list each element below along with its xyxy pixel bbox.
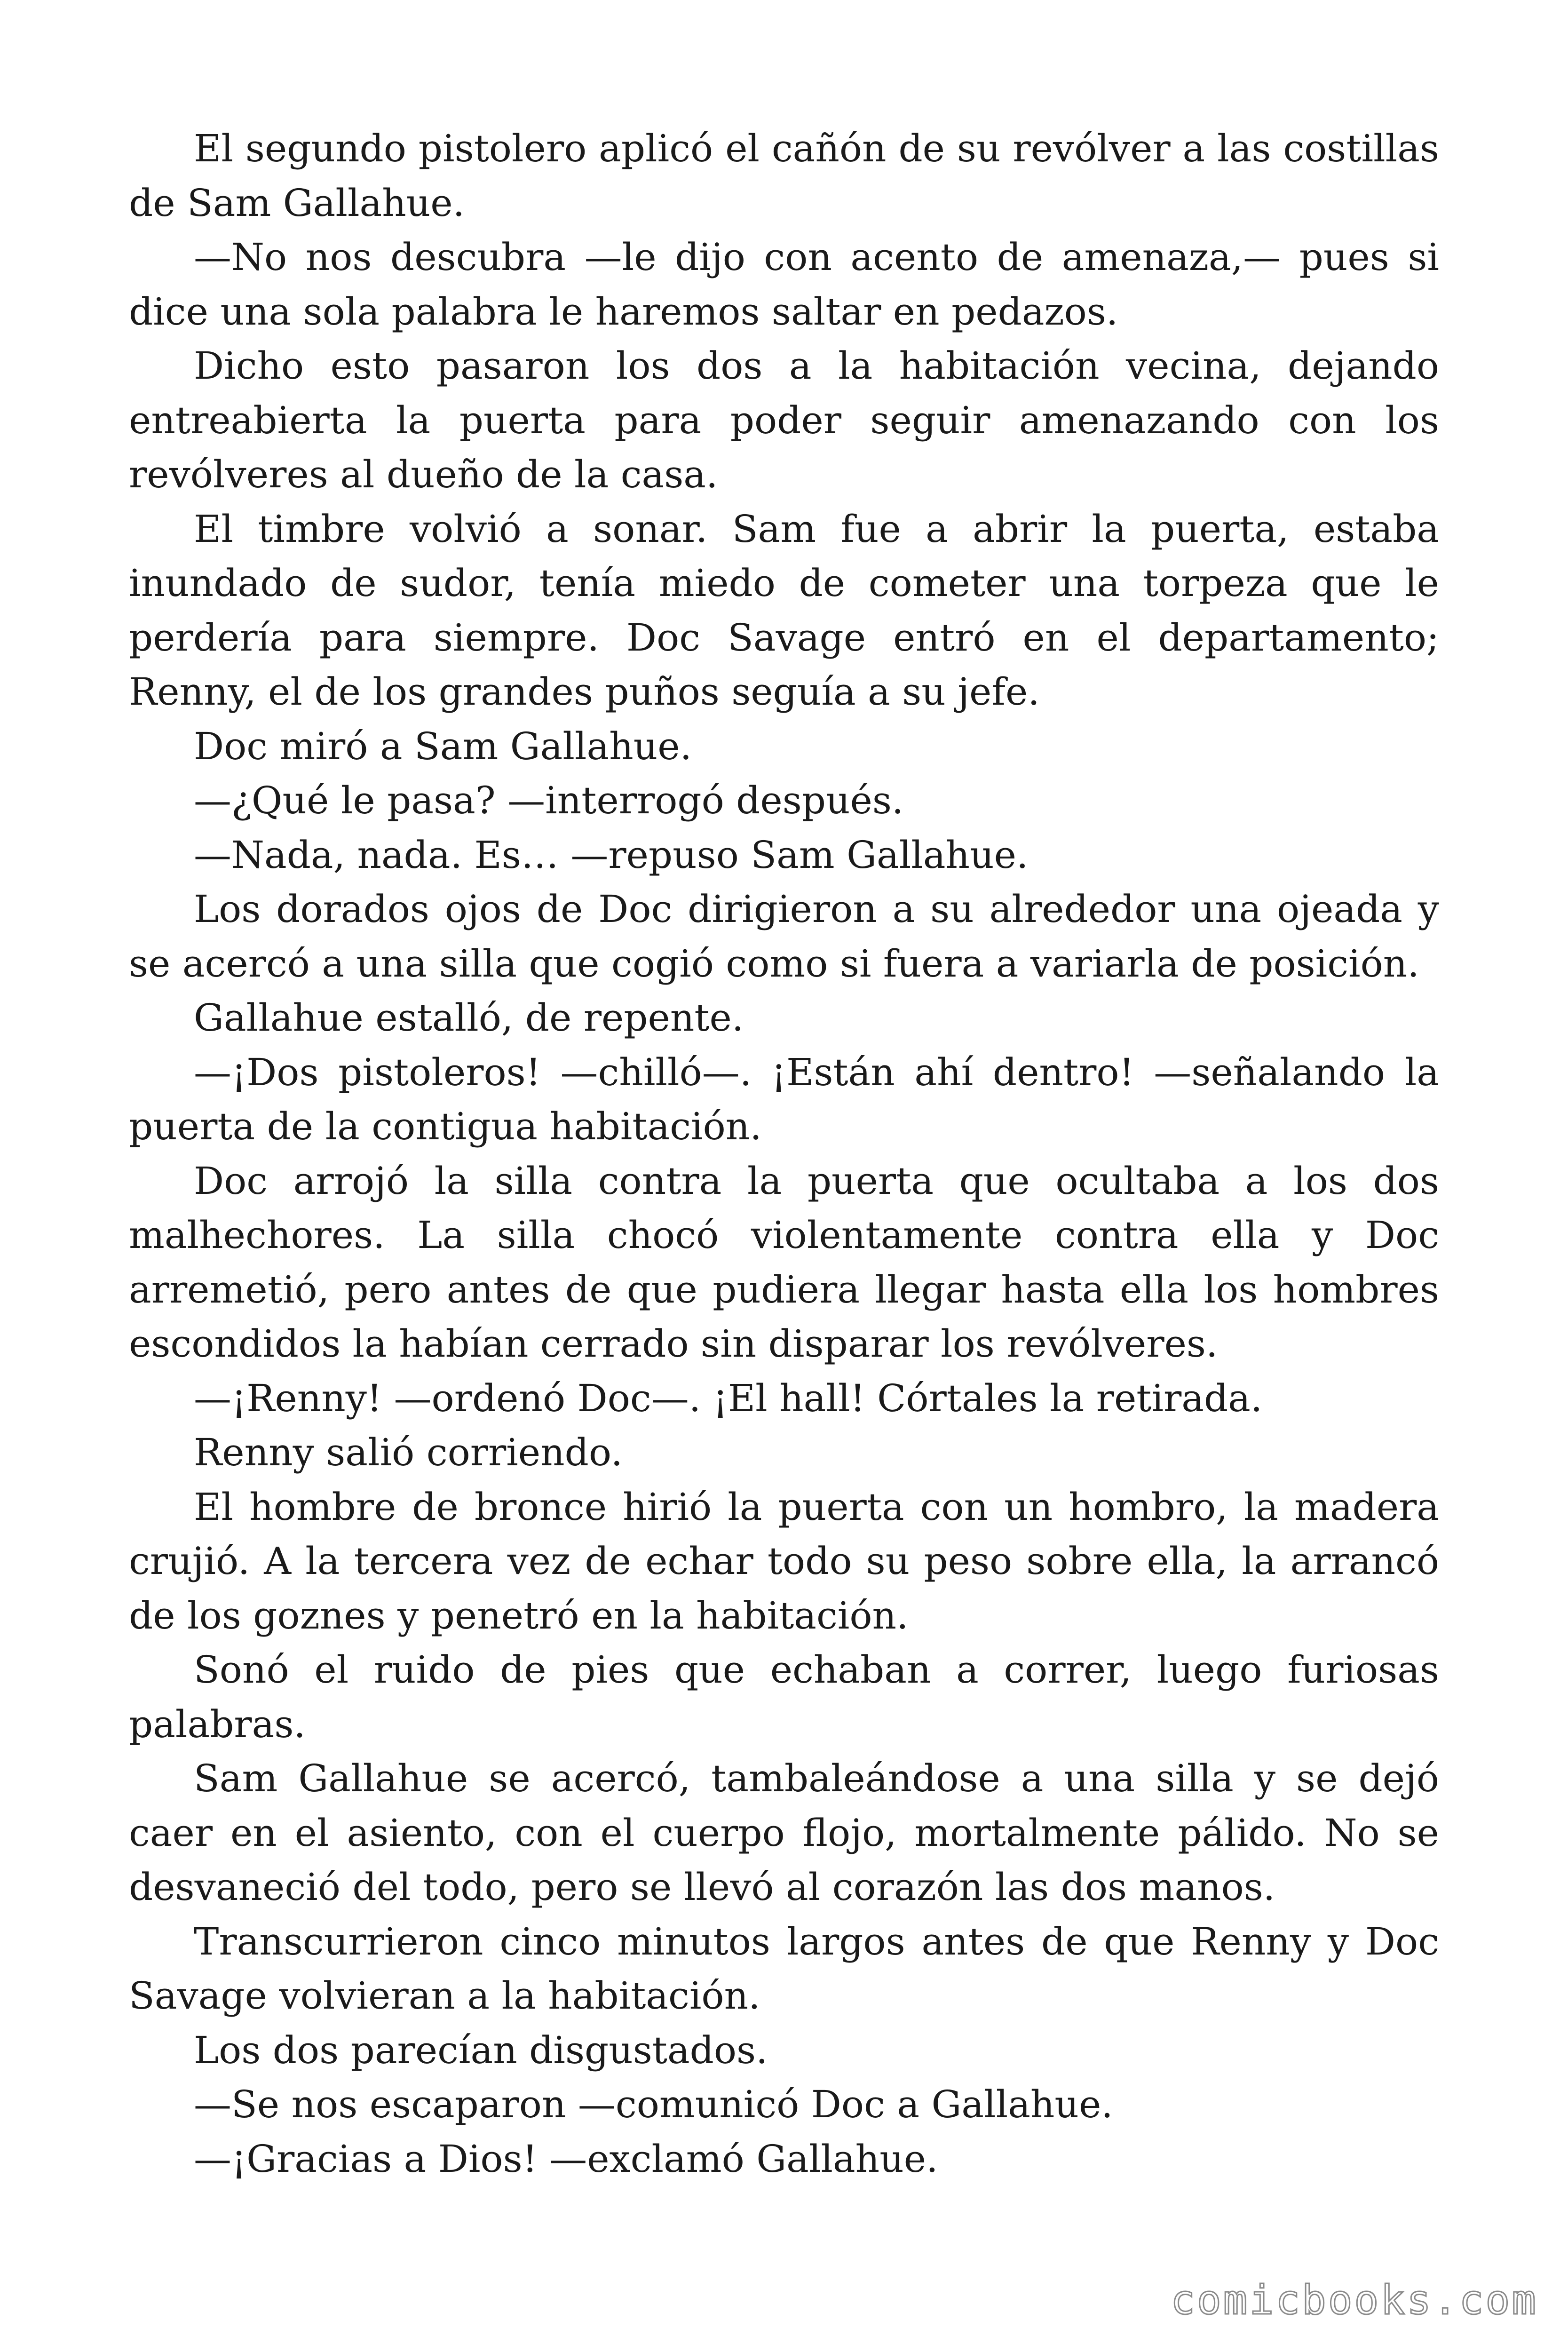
paragraph: El segundo pistolero aplicó el cañón de su revólver a las costillas de Sam Gallahue. — [129, 127, 1439, 225]
paragraph: —Se nos escaparon —comunicó Doc a Gallahue. — [194, 2082, 1113, 2126]
paragraph: Doc arrojó la silla contra la puerta que ocultaba a los dos malhechores. La silla chocó violentamente contra ella y Doc arremetió, pero antes de que pudiera llegar hasta ella los hombres escondidos la habían cerrado sin disparar los revólveres. — [129, 1159, 1439, 1366]
paragraph: —¡Gracias a Dios! —exclamó Gallahue. — [194, 2137, 938, 2181]
paragraph: El timbre volvió a sonar. Sam fue a abrir la puerta, estaba inundado de sudor, tenía miedo de cometer una torpeza que le perdería para siempre. Doc Savage entró en el departamento; Renny, el de los grandes puños seguía a su jefe. — [129, 507, 1439, 714]
paragraph: —¿Qué le pasa? —interrogó después. — [194, 779, 904, 822]
paragraph: —¡Dos pistoleros! —chilló—. ¡Están ahí dentro! —señalando la puerta de la contigua habitación. — [129, 1050, 1439, 1148]
paragraph: Doc miró a Sam Gallahue. — [194, 724, 692, 768]
paragraph: —Nada, nada. Es… —repuso Sam Gallahue. — [194, 833, 1029, 877]
paragraph: —¡Renny! —ordenó Doc—. ¡El hall! Córtales la retirada. — [194, 1376, 1263, 1420]
paragraph: Dicho esto pasaron los dos a la habitación vecina, dejando entreabierta la puerta para poder seguir amenazando con los revólveres al dueño de la casa. — [129, 344, 1439, 496]
body-text — [129, 121, 1439, 2186]
paragraph: Los dos parecían disgustados. — [194, 2028, 768, 2072]
paragraph: Gallahue estalló, de repente. — [194, 996, 744, 1040]
paragraph: Renny salió corriendo. — [194, 1430, 623, 1474]
paragraph: Sonó el ruido de pies que echaban a correr, luego furiosas palabras. — [129, 1648, 1439, 1746]
paragraph: El hombre de bronce hirió la puerta con un hombro, la madera crujió. A la tercera vez de echar todo su peso sobre ella, la arrancó de los goznes y penetró en la habitación. — [129, 1485, 1439, 1637]
paragraph: Transcurrieron cinco minutos largos antes de que Renny y Doc Savage volvieran a la habitación. — [129, 1919, 1439, 2018]
watermark: comicbooks.com — [1171, 2277, 1538, 2324]
paragraph: —No nos descubra —le dijo con acento de amenaza,— pues si dice una sola palabra le haremos saltar en pedazos. — [129, 235, 1439, 334]
paragraph: Los dorados ojos de Doc dirigieron a su alrededor una ojeada y se acercó a una silla que cogió como si fuera a variarla de posición. — [129, 887, 1439, 985]
paragraph: Sam Gallahue se acercó, tambaleándose a una silla y se dejó caer en el asiento, con el cuerpo flojo, mortalmente pálido. No se desvaneció del todo, pero se llevó al corazón las dos manos. — [129, 1756, 1439, 1909]
